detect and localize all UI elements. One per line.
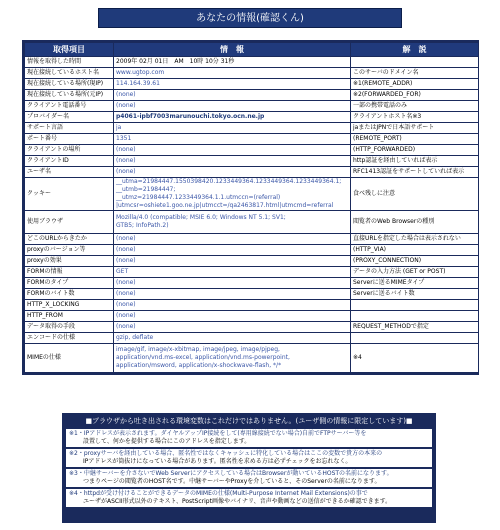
row-description: クライアントホスト名※3 bbox=[351, 112, 478, 122]
row-label: クライアント電話番号 bbox=[25, 101, 113, 111]
row-description: Serverに送るバイト数 bbox=[351, 289, 478, 299]
row-value: (none) bbox=[114, 289, 350, 299]
row-description: ※2(FORWARDED_FOR) bbox=[351, 90, 478, 100]
row-description: http認証を経由していれば表示 bbox=[351, 156, 478, 166]
row-value: (none) bbox=[114, 167, 350, 177]
row-label: 情報を取得した時間 bbox=[25, 57, 113, 67]
row-value: (none) bbox=[114, 322, 350, 332]
note-body: つまりページの閲覧者のHOST名です。中継サーバーやProxyを介していると、そのServerの名前になります。 bbox=[83, 478, 381, 485]
table-row bbox=[25, 68, 478, 78]
page-title: あなたの情報(確認くん) bbox=[98, 8, 402, 28]
row-label: クライアントID bbox=[25, 156, 113, 166]
row-label: 現在接続しているホスト名 bbox=[25, 68, 113, 78]
note-heading: ※1・IPアドレスが表示されます。ダイヤルアップIP接続をして(専用線接続でない場合)自前でFTPサーバー等を bbox=[69, 430, 367, 437]
row-label: 現在接続している場所(元IP) bbox=[25, 90, 113, 100]
table-row bbox=[25, 178, 478, 210]
row-label: どこのURLからきたか bbox=[25, 234, 113, 244]
row-label: エンコードの仕様 bbox=[25, 333, 113, 343]
table-row bbox=[25, 300, 478, 310]
note-item bbox=[66, 449, 432, 467]
row-value: Mozilla/4.0 (compatible; MSIE 6.0; Windows NT 5.1; SV1; GTB5; InfoPath.2) bbox=[114, 211, 350, 233]
row-value: 2009年 02月 01日 AM 10時 10分 31秒 bbox=[114, 57, 350, 67]
row-label: ユーザ名 bbox=[25, 167, 113, 177]
row-label: FORMのタイプ bbox=[25, 278, 113, 288]
row-description: jaまたはJPNで日本語サポート bbox=[351, 123, 478, 133]
row-value: image/gif, image/x-xbitmap, image/jpeg, image/pjpeg, application/vnd.ms-excel, application/vnd.ms-powerpoint, application/msword, application/x-shockwave-flash, */* bbox=[114, 344, 350, 372]
row-label: HTTP_X_LOCKING bbox=[25, 300, 113, 310]
row-value: (none) bbox=[114, 145, 350, 155]
table-row bbox=[25, 245, 478, 255]
table-row bbox=[25, 333, 478, 343]
notes-panel bbox=[62, 413, 436, 523]
row-value: (none) bbox=[114, 156, 350, 166]
table-row bbox=[25, 79, 478, 89]
row-value: gzip, deflate bbox=[114, 333, 350, 343]
row-value: (none) bbox=[114, 90, 350, 100]
row-value: 1351 bbox=[114, 134, 350, 144]
info-table bbox=[22, 40, 479, 375]
row-value: GET bbox=[114, 267, 350, 277]
row-value: (none) bbox=[114, 300, 350, 310]
row-value: (none) bbox=[114, 311, 350, 321]
row-description: 食べ残しに注意 bbox=[351, 178, 478, 210]
row-description bbox=[351, 300, 478, 310]
row-description bbox=[351, 311, 478, 321]
row-value: (none) bbox=[114, 245, 350, 255]
column-header-info: 情 報 bbox=[114, 43, 350, 56]
row-description: Serverに送るMIMEタイプ bbox=[351, 278, 478, 288]
row-value: (none) bbox=[114, 256, 350, 266]
row-description: (REMOTE_PORT) bbox=[351, 134, 478, 144]
row-value: (none) bbox=[114, 101, 350, 111]
row-value: __utma=21984447.1550398420.1233449364.1233449364.1233449364.1; __utmb=21984447; __utmz=21984447.1233449364.1.1.utmccn=(referral) |utmcsr=oshiete1.goo.ne.jp|utmcct=/qa2463817.html|utmcmd=referral bbox=[114, 178, 350, 210]
row-label: サポート言語 bbox=[25, 123, 113, 133]
row-description: ※1(REMOTE_ADDR) bbox=[351, 79, 478, 89]
row-label: 現在接続している場所(現IP) bbox=[25, 79, 113, 89]
row-label: FORMの情報 bbox=[25, 267, 113, 277]
row-description: データの入力方法 (GET or POST) bbox=[351, 267, 478, 277]
note-item bbox=[66, 469, 432, 487]
table-row bbox=[25, 278, 478, 288]
table-row bbox=[25, 112, 478, 122]
note-heading: ※4・httpdが受け付けることができるデータのMIMEの仕様(Multi-Purpose Internet Mail Extensions)の事で bbox=[69, 490, 368, 497]
row-label: ポート番号 bbox=[25, 134, 113, 144]
row-label: 使用ブラウザ bbox=[25, 211, 113, 233]
row-description: (HTTP_FORWARDED) bbox=[351, 145, 478, 155]
note-heading: ※3・中継サーバーを介さないでWeb Serverにアクセスしている場合はBrowserが動いているHOSTの名前になります。 bbox=[69, 470, 393, 477]
table-row bbox=[25, 167, 478, 177]
table-row bbox=[25, 57, 478, 67]
row-description: REQUEST_METHODで指定 bbox=[351, 322, 478, 332]
note-item bbox=[66, 489, 432, 507]
note-item bbox=[66, 429, 432, 447]
column-header-description: 解 説 bbox=[351, 43, 478, 56]
row-description bbox=[351, 333, 478, 343]
row-value: 114.164.39.61 bbox=[114, 79, 350, 89]
row-value: www.ugtop.com bbox=[114, 68, 350, 78]
row-description: (PROXY_CONNECTION) bbox=[351, 256, 478, 266]
row-description: 一部の携帯電話のみ bbox=[351, 101, 478, 111]
table-row bbox=[25, 145, 478, 155]
table-row bbox=[25, 156, 478, 166]
note-body: IPアドレスが筒抜けになっている場合があります。匿名性を求める方は必ずチェックをお忘れなく。 bbox=[83, 458, 352, 465]
row-value: (none) bbox=[114, 234, 350, 244]
note-body: 設置して、何かを提供する場合にこのアドレスを指定します。 bbox=[83, 438, 251, 445]
row-label: データ取得の手段 bbox=[25, 322, 113, 332]
row-description: (HTTP_VIA) bbox=[351, 245, 478, 255]
row-description: 直接URLを指定した場合は表示されない bbox=[351, 234, 478, 244]
table-row bbox=[25, 211, 478, 233]
row-label: プロバイダー名 bbox=[25, 112, 113, 122]
row-label: proxyの効果 bbox=[25, 256, 113, 266]
table-row bbox=[25, 134, 478, 144]
table-row bbox=[25, 101, 478, 111]
column-header-item: 取得項目 bbox=[25, 43, 113, 56]
table-row bbox=[25, 311, 478, 321]
row-description bbox=[351, 57, 478, 67]
table-row bbox=[25, 123, 478, 133]
row-value: p4061-ipbf7003marunouchi.tokyo.ocn.ne.jp bbox=[114, 112, 350, 122]
row-label: クライアントの場所 bbox=[25, 145, 113, 155]
row-label: クッキー bbox=[25, 178, 113, 210]
table-row bbox=[25, 234, 478, 244]
table-row bbox=[25, 289, 478, 299]
row-description: ※4 bbox=[351, 344, 478, 372]
table-row bbox=[25, 267, 478, 277]
row-description: RFC1413認証をサポートしていれば表示 bbox=[351, 167, 478, 177]
row-description: 閲覧者のWeb Browserの種別 bbox=[351, 211, 478, 233]
table-row bbox=[25, 256, 478, 266]
table-row bbox=[25, 322, 478, 332]
note-body: ユーザがASCII形式以外のテキスト、PostScript画像やバイナリ、音声や動画などの送信ができるか確認できます。 bbox=[83, 498, 392, 505]
row-label: proxyのバージョン等 bbox=[25, 245, 113, 255]
row-value: (none) bbox=[114, 278, 350, 288]
notes-header: ■ブラウザから吐き出される環境変数はこれだけではありません。(ユーザ側の情報に限定しています)■ bbox=[85, 417, 413, 425]
row-description: このサーバのドメイン名 bbox=[351, 68, 478, 78]
row-label: FORMのバイト数 bbox=[25, 289, 113, 299]
row-value: ja bbox=[114, 123, 350, 133]
table-row bbox=[25, 90, 478, 100]
row-label: MIMEの仕様 bbox=[25, 344, 113, 372]
row-label: HTTP_FROM bbox=[25, 311, 113, 321]
table-row bbox=[25, 344, 478, 372]
note-heading: ※2・proxyサーバを経由している場合、匿名性ではなくキャッシュに特化している場合はここの変数で貴方の本来の bbox=[69, 450, 383, 457]
